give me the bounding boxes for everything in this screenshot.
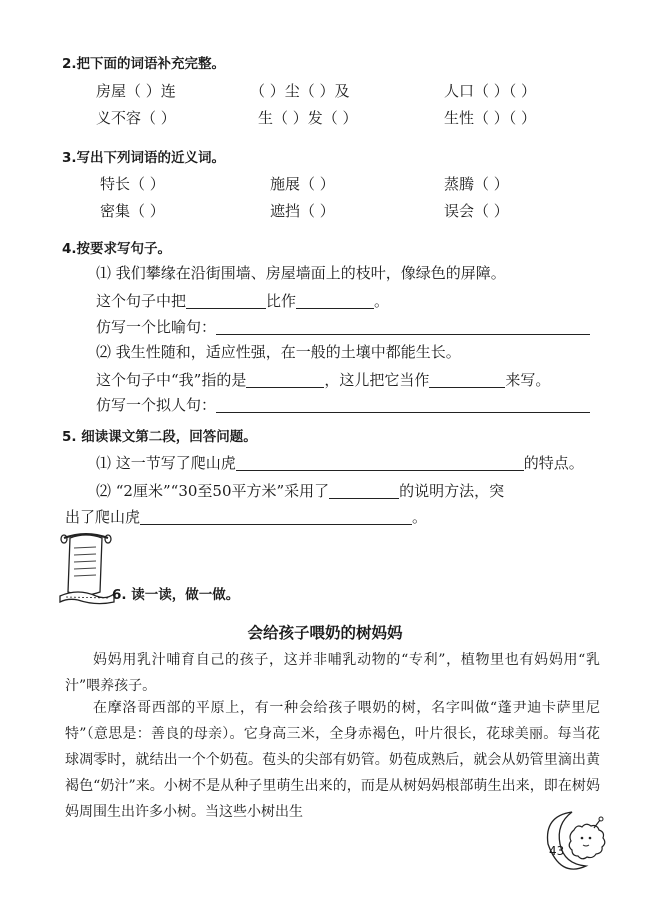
q5-text: ⑵ “2厘米”“30至50平方米”采用了 bbox=[96, 482, 330, 500]
q4-text: ，这儿把它当作 bbox=[324, 371, 430, 389]
q4-text: 仿写一个比喻句： bbox=[96, 318, 217, 336]
q5-text: 。 bbox=[412, 508, 428, 526]
answer-blank[interactable] bbox=[216, 396, 590, 413]
page-number: 43 bbox=[549, 844, 565, 858]
q5-text: ⑴ 这一节写了爬山虎 bbox=[96, 454, 236, 472]
q4-text: 来写。 bbox=[505, 371, 551, 389]
q5-answer-2 bbox=[96, 480, 504, 501]
answer-blank[interactable] bbox=[140, 508, 412, 525]
q4-sentence-1: ⑴ 我们攀缘在沿街围墙、房屋墙面上的枝叶，像绿色的屏障。 bbox=[96, 264, 506, 282]
q3-item-text: 施展（ ） bbox=[270, 175, 335, 193]
q3-item-text: 密集（ ） bbox=[100, 202, 165, 220]
article-paragraph-1: 妈妈用乳汁哺育自己的孩子，这并非哺乳动物的“专利”，植物里也有妈妈用“乳汁”喂养孩子。 bbox=[65, 652, 600, 694]
answer-blank[interactable] bbox=[329, 482, 399, 499]
scroll-icon bbox=[56, 530, 118, 606]
q5-heading: 5. 细读课文第二段，回答问题。 bbox=[62, 429, 257, 445]
q4-fill-line-1 bbox=[96, 290, 389, 311]
q4-sentence-2: ⑵ 我生性随和，适应性强，在一般的土壤中都能生长。 bbox=[96, 343, 461, 361]
q2-item: （ ）尘（ ）及 bbox=[250, 82, 350, 100]
q3-item-text: 蒸腾（ ） bbox=[444, 175, 509, 193]
q3-item-text: 误会（ ） bbox=[444, 202, 509, 220]
q3-item-text: 特长（ ） bbox=[100, 175, 165, 193]
answer-blank[interactable] bbox=[429, 371, 505, 388]
q5-text: 的说明方法，突 bbox=[399, 482, 505, 500]
q4-text: 比作 bbox=[266, 292, 297, 310]
q5-answer-1 bbox=[96, 452, 584, 473]
q3-item bbox=[270, 173, 335, 194]
answer-blank[interactable] bbox=[236, 454, 524, 471]
answer-blank[interactable] bbox=[246, 371, 324, 388]
q4-heading: 4.按要求写句子。 bbox=[62, 241, 172, 257]
answer-blank[interactable] bbox=[216, 318, 590, 335]
q2-heading: 2.把下面的词语补充完整。 bbox=[62, 56, 226, 72]
q6-heading: 6. 读一读，做一做。 bbox=[112, 587, 240, 603]
article-title: 会给孩子喂奶的树妈妈 bbox=[247, 624, 403, 642]
q3-item-text: 遮挡（ ） bbox=[270, 202, 335, 220]
q2-item: 人口（ ）（ ） bbox=[444, 82, 537, 100]
moon-sheep-icon bbox=[538, 808, 612, 878]
q5-answer-2b bbox=[65, 506, 427, 527]
q2-item: 义不容（ ） bbox=[96, 109, 176, 127]
q4-text: 仿写一个拟人句： bbox=[96, 396, 217, 414]
q2-item: 生（ ）发（ ） bbox=[258, 109, 358, 127]
q4-imitate-1 bbox=[96, 316, 590, 337]
q4-text: 这个句子中把 bbox=[96, 292, 187, 310]
answer-blank[interactable] bbox=[296, 292, 374, 309]
answer-blank[interactable] bbox=[186, 292, 266, 309]
q3-item bbox=[444, 200, 509, 221]
q3-item bbox=[100, 173, 165, 194]
q4-imitate-2 bbox=[96, 394, 590, 415]
q5-text: 的特点。 bbox=[523, 454, 584, 472]
q2-item: 房屋（ ）连 bbox=[96, 82, 176, 100]
q4-text: 。 bbox=[374, 292, 390, 310]
q3-item bbox=[100, 200, 165, 221]
q4-text: 这个句子中“我”指的是 bbox=[96, 371, 247, 389]
article-paragraph-2: 在摩洛哥西部的平原上，有一种会给孩子喂奶的树，名字叫做“蓬尹迪卡萨里尼特”（意思是：善良的母亲）。它身高三米，全身赤褐色，叶片很长，花球美丽。每当花球凋零时，就结出一个个奶苞。苞头的尖部有奶管。奶苞成熟后，就会从奶管里滴出黄褐色“奶汁”来。小树不是从种子里萌生出来的，而是从树妈妈根部萌生出来，即在树妈妈周围生出许多小树。当这些小树出生 bbox=[65, 700, 600, 820]
q3-heading: 3.写出下列词语的近义词。 bbox=[62, 150, 226, 166]
q4-fill-line-2 bbox=[96, 369, 550, 390]
q3-item bbox=[444, 173, 509, 194]
q2-item: 生性（ ）（ ） bbox=[444, 109, 537, 127]
q3-item bbox=[270, 200, 335, 221]
q5-text: 出了爬山虎 bbox=[65, 508, 141, 526]
